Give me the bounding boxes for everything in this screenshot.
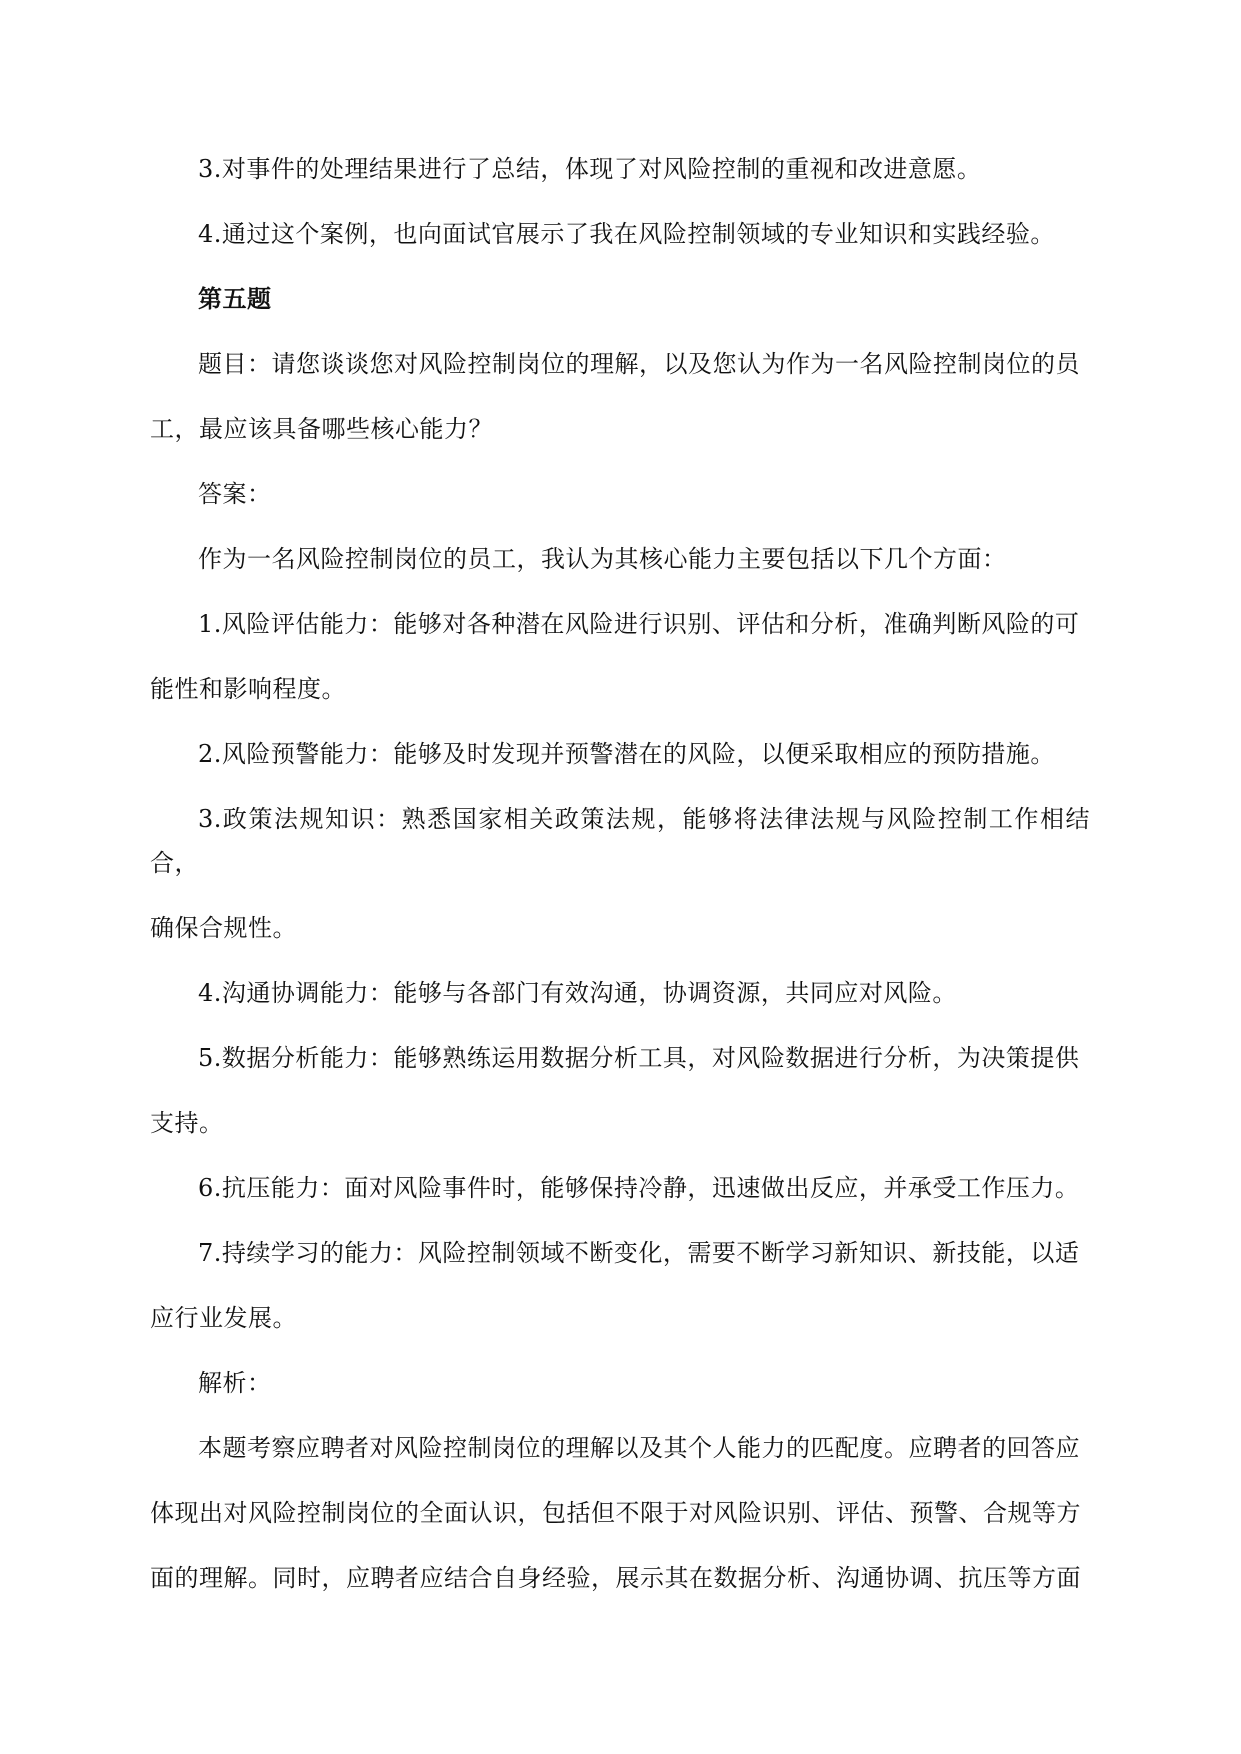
document-page <box>150 147 1090 1621</box>
text-line: 2.风险预警能力：能够及时发现并预警潜在的风险，以便采取相应的预防措施。 <box>198 740 1055 768</box>
paragraph-ability-4 <box>150 971 1090 1015</box>
paragraph-summary-point-4 <box>150 212 1090 256</box>
heading-text: 第五题 <box>198 285 272 313</box>
text-line: 4.沟通协调能力：能够与各部门有效沟通，协调资源，共同应对风险。 <box>198 979 957 1007</box>
paragraph-answer-intro <box>150 537 1090 581</box>
text-line: 应行业发展。 <box>150 1304 297 1332</box>
paragraph-ability-5 <box>150 1036 1090 1145</box>
paragraph-summary-point-3 <box>150 147 1090 191</box>
text-line: 6.抗压能力：面对风险事件时，能够保持冷静，迅速做出反应，并承受工作压力。 <box>198 1174 1080 1202</box>
paragraph-question <box>150 342 1090 451</box>
section-heading <box>150 277 1090 321</box>
paragraph-ability-6 <box>150 1166 1090 1210</box>
text-line: 能性和影响程度。 <box>150 675 346 703</box>
paragraph-analysis-label <box>150 1361 1090 1405</box>
paragraph-analysis <box>150 1426 1090 1600</box>
text-line: 本题考察应聘者对风险控制岗位的理解以及其个人能力的匹配度。应聘者的回答应 <box>198 1434 1080 1462</box>
text-line: 面的理解。同时，应聘者应结合自身经验，展示其在数据分析、沟通协调、抗压等方面 <box>150 1564 1081 1592</box>
text-line: 工，最应该具备哪些核心能力？ <box>150 415 493 443</box>
text-line: 支持。 <box>150 1109 224 1137</box>
text-line: 体现出对风险控制岗位的全面认识，包括但不限于对风险识别、评估、预警、合规等方 <box>150 1499 1081 1527</box>
text-line: 答案： <box>198 480 272 508</box>
paragraph-ability-7 <box>150 1231 1090 1340</box>
text-line: 作为一名风险控制岗位的员工，我认为其核心能力主要包括以下几个方面： <box>198 545 1007 573</box>
text-line: 确保合规性。 <box>150 914 297 942</box>
text-line: 3.政策法规知识：熟悉国家相关政策法规，能够将法律法规与风险控制工作相结合， <box>150 805 1090 877</box>
paragraph-ability-1 <box>150 602 1090 711</box>
text-line: 4.通过这个案例，也向面试官展示了我在风险控制领域的专业知识和实践经验。 <box>198 220 1055 248</box>
text-line: 1.风险评估能力：能够对各种潜在风险进行识别、评估和分析，准确判断风险的可 <box>198 610 1080 638</box>
text-line: 5.数据分析能力：能够熟练运用数据分析工具，对风险数据进行分析，为决策提供 <box>198 1044 1080 1072</box>
text-line: 3.对事件的处理结果进行了总结，体现了对风险控制的重视和改进意愿。 <box>198 155 982 183</box>
paragraph-answer-label <box>150 472 1090 516</box>
text-line: 题目：请您谈谈您对风险控制岗位的理解，以及您认为作为一名风险控制岗位的员 <box>198 350 1080 378</box>
text-line: 解析： <box>198 1369 272 1397</box>
paragraph-ability-3 <box>150 797 1090 950</box>
text-line: 7.持续学习的能力：风险控制领域不断变化，需要不断学习新知识、新技能，以适 <box>198 1239 1080 1267</box>
paragraph-ability-2 <box>150 732 1090 776</box>
